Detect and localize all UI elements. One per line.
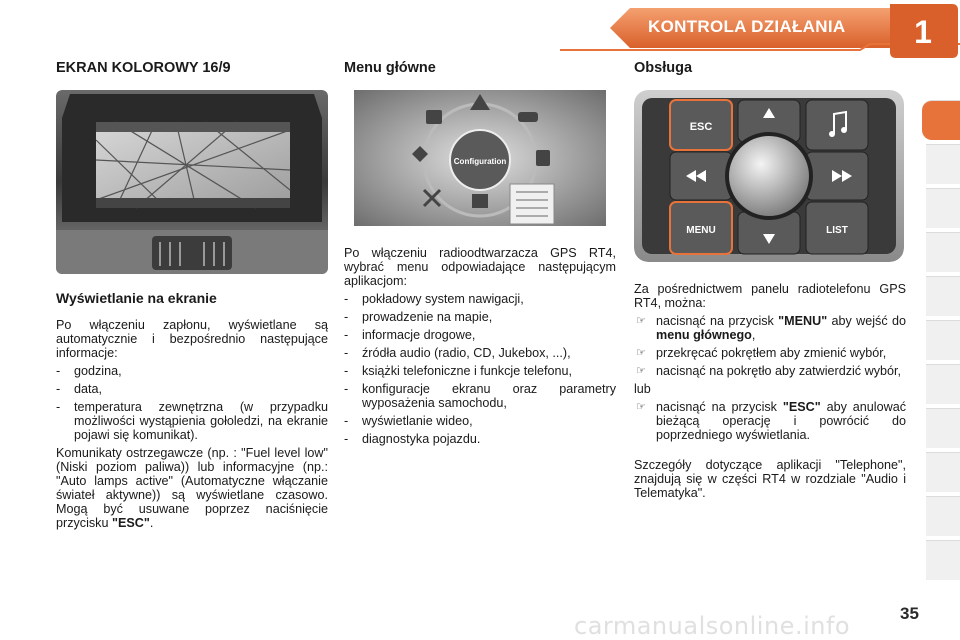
dashboard-screen-photo [56, 90, 328, 274]
hand-pointer-icon: ☞ [636, 315, 646, 327]
column-main-menu [344, 60, 616, 450]
tab-chapter-2[interactable] [926, 144, 960, 184]
tab-chapter-7[interactable] [926, 364, 960, 404]
hand-pointer-icon: ☞ [636, 365, 646, 377]
watermark: carmanualsonline.info [574, 612, 851, 640]
list-item: ☞ nacisnąć na przycisk "ESC" aby anulować bieżącą operację i powrócić do poprzedniego wyświetlania. [636, 400, 906, 442]
closing-text: Szczegóły dotyczące aplikacji "Telephone", znajdują się w części RT4 w rozdziale "Audio i Telematyka". [634, 458, 906, 500]
list-item: - wyświetlanie wideo, [344, 414, 473, 428]
side-tabs [926, 64, 960, 584]
list-item: - prowadzenie na mapie, [344, 310, 493, 324]
list-item: - książki telefoniczne i funkcje telefonu, [344, 364, 573, 378]
section-title-main-menu: Menu główne [344, 60, 436, 76]
hand-pointer-icon: ☞ [636, 347, 646, 359]
tab-chapter-8[interactable] [926, 408, 960, 448]
tab-chapter-5[interactable] [926, 276, 960, 316]
tab-chapter-1[interactable] [922, 100, 960, 140]
list-item: - konfiguracje ekranu oraz parametry wyposażenia samochodu, [344, 382, 616, 410]
tab-chapter-4[interactable] [926, 232, 960, 272]
list-item: ☞ przekręcać pokrętłem aby zmienić wybór, [636, 346, 887, 360]
list-item: - temperatura zewnętrzna (w przypadku możliwości wystąpienia gołoledzi, na ekranie pojawi się komunikat). [56, 400, 328, 442]
list-item: - diagnostyka pojazdu. [344, 432, 481, 446]
list-item: - pokładowy system nawigacji, [344, 292, 524, 306]
or-text: lub [634, 382, 651, 396]
column-operation [634, 60, 906, 504]
tab-chapter-10[interactable] [926, 496, 960, 536]
closing-text: Komunikaty ostrzegawcze (np. : "Fuel level low" (Niski poziom paliwa)) lub informacyjne (np.: "Auto lamps active" (Automatyczne włączanie świateł aktywne)) są wyświetlane czasowo. Mogą być usuwane poprzez naciśnięcie przycisku "ESC". [56, 446, 328, 530]
page-number: 35 [900, 604, 919, 623]
section-title-operation: Obsługa [634, 60, 693, 76]
list-item: ☞ nacisnąć na pokrętło aby zatwierdzić wybór, [636, 364, 901, 378]
intro-text: Po włączeniu zapłonu, wyświetlane są automatycznie i bezpośrednio następujące informacje: [56, 318, 328, 360]
list-button[interactable]: LIST [826, 225, 848, 236]
intro-text: Po włączeniu radioodtwarzacza GPS RT4, wybrać menu odpowiadające następującym aplikacjom: [344, 246, 616, 288]
tab-chapter-3[interactable] [926, 188, 960, 228]
menu-button[interactable]: MENU [686, 225, 716, 236]
section-title-screen: EKRAN KOLOROWY 16/9 [56, 60, 231, 76]
tab-chapter-11[interactable] [926, 540, 960, 580]
list-item: - godzina, [56, 364, 122, 378]
esc-button[interactable]: ESC [689, 121, 713, 133]
chapter-number: 1 [914, 14, 932, 50]
main-menu-screen-photo [354, 90, 606, 226]
column-screen [56, 60, 328, 534]
list-item: - informacje drogowe, [344, 328, 476, 342]
list-item: - data, [56, 382, 103, 396]
intro-text: Za pośrednictwem panelu radiotelefonu GPS RT4, można: [634, 282, 906, 310]
subtitle-display-on-screen: Wyświetlanie na ekranie [56, 290, 217, 306]
menu-center-label: Configuration [453, 157, 507, 166]
list-item: ☞ nacisnąć na przycisk "MENU" aby wejść do menu głównego, [636, 314, 906, 342]
control-panel-photo [634, 90, 904, 262]
hand-pointer-icon: ☞ [636, 401, 646, 413]
tab-chapter-9[interactable] [926, 452, 960, 492]
page-header-title: KONTROLA DZIAŁANIA [648, 17, 846, 36]
tab-chapter-6[interactable] [926, 320, 960, 360]
list-item: - źródła audio (radio, CD, Jukebox, ...), [344, 346, 571, 360]
